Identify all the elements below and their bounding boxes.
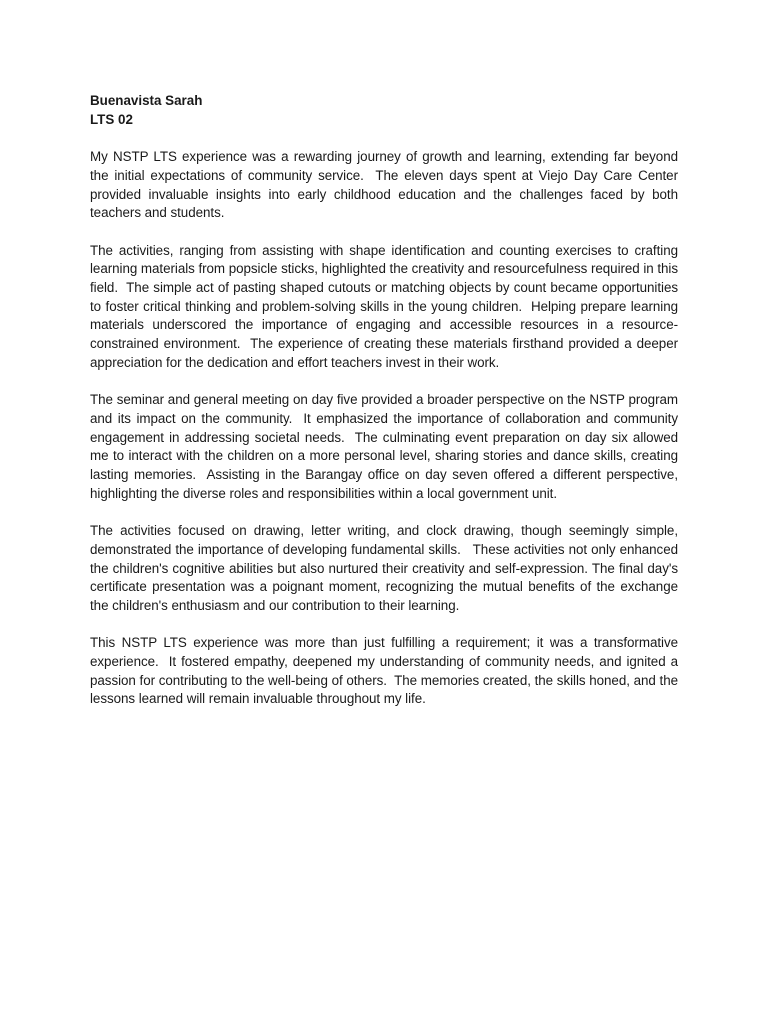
spacer <box>90 223 678 242</box>
spacer <box>90 373 678 392</box>
document-page <box>90 92 682 709</box>
spacer <box>90 503 678 522</box>
paragraph-3: The seminar and general meeting on day five provided a broader perspective on the NSTP program and its impact on the community. It emphasized the importance of collaboration and community engagement in addressing societal needs. The culminating event preparation on day six allowed me to interact with the children on a more personal level, sharing stories and dance skills, creating lasting memories. Assisting in the Barangay office on day seven offered a different perspective, highlighting the diverse roles and responsibilities within a local government unit. <box>90 392 682 501</box>
author-name: Buenavista Sarah <box>90 93 203 108</box>
paragraph-1: My NSTP LTS experience was a rewarding journey of growth and learning, extending far beyond the initial expectations of community service. The eleven days spent at Viejo Day Care Center provided invaluable insights into early childhood education and the challenges faced by both teachers and students. <box>90 149 682 221</box>
paragraph-4: The activities focused on drawing, letter writing, and clock drawing, though seemingly simple, demonstrated the importance of developing fundamental skills. These activities not only enhanced the children's cognitive abilities but also nurtured their creativity and self-expression. The final day's certificate presentation was a poignant moment, recognizing the mutual benefits of the exchange the children's enthusiasm and our contribution to their learning. <box>90 523 682 613</box>
section-label: LTS 02 <box>90 111 133 127</box>
spacer <box>90 616 678 635</box>
spacer <box>90 129 678 148</box>
paragraph-5: This NSTP LTS experience was more than just fulfilling a requirement; it was a transformative experience. It fostered empathy, deepened my understanding of community needs, and ignited a passion for contributing to the well-being of others. The memories created, the skills honed, and the lessons learned will remain invaluable throughout my life. <box>90 635 682 707</box>
paragraph-2: The activities, ranging from assisting with shape identification and counting exercises to crafting learning materials from popsicle sticks, highlighted the creativity and resourcefulness required in this field. The simple act of pasting shaped cutouts or matching objects by count became opportunities to foster critical thinking and problem-solving skills in the young children. Helping prepare learning materials underscored the importance of engaging and accessible resources in a resource-constrained environment. The experience of creating these materials firsthand provided a deeper appreciation for the dedication and effort teachers invest in their work. <box>90 242 682 370</box>
